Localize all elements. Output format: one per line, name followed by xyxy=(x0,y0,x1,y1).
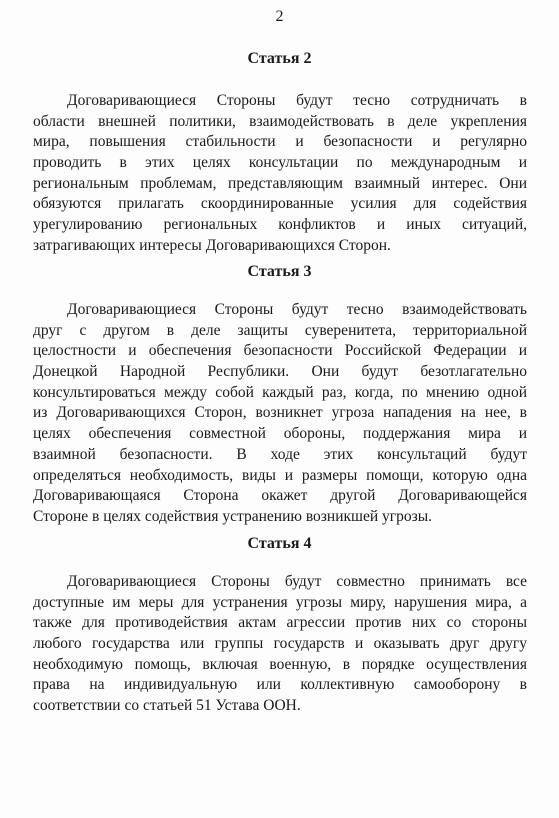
text-line: из Договаривающихся Сторон, возникнет угроза нападения на нее, в xyxy=(33,404,527,422)
text-line: любого государства или группы государств и оказывать друг другу xyxy=(33,635,527,653)
text-line: соответствии со статьей 51 Устава ООН. xyxy=(33,697,301,715)
text-line: проводить в этих целях консультации по международным и xyxy=(33,154,527,172)
text-line: целостности и обеспечения безопасности Российской Федерации и xyxy=(33,342,527,360)
text-line: Договаривающиеся Стороны будут совместно принимать все xyxy=(67,573,527,590)
article-3-paragraph xyxy=(33,300,527,528)
text-line: региональным проблемам, представляющим взаимный интерес. Они xyxy=(33,174,527,192)
text-line: мира, повышения стабильности и безопасности и регулярно xyxy=(33,133,527,151)
page-number: 2 xyxy=(275,8,284,25)
text-line: урегулированию региональных конфликтов и иных ситуаций, xyxy=(33,216,527,234)
text-line: обязуются прилагать скоординированные усилия для содействия xyxy=(33,195,527,213)
text-line: необходимую помощь, включая военную, в порядке осуществления xyxy=(33,655,527,673)
text-line: Договаривающиеся Стороны будут тесно сотрудничать в xyxy=(67,92,527,109)
text-line: доступные им меры для устранения угрозы миру, нарушения мира, а xyxy=(33,593,527,611)
text-line: права на индивидуальную или коллективную самооборону в xyxy=(33,676,527,694)
text-line: взаимной безопасности. В ходе этих консультаций будут xyxy=(33,445,527,463)
article-4-heading: Статья 4 xyxy=(247,535,312,552)
text-line: определяться необходимость, виды и размеры помощи, которую одна xyxy=(33,466,527,484)
text-line: целях обеспечения совместной обороны, поддержания мира и xyxy=(33,425,527,443)
text-line: затрагивающих интересы Договаривающихся Сторон. xyxy=(33,236,391,254)
article-4-paragraph xyxy=(33,572,527,717)
article-3-heading: Статья 3 xyxy=(247,263,312,280)
text-line: Договаривающаяся Сторона окажет другой Договаривающейся xyxy=(33,487,527,505)
text-line: Стороне в целях содействия устранению возникшей угрозы. xyxy=(33,507,433,525)
article-2-heading: Статья 2 xyxy=(247,50,312,67)
text-line: области внешней политики, взаимодействовать в деле укрепления xyxy=(33,112,527,130)
text-line: Донецкой Народной Республики. Они будут безотлагательно xyxy=(33,363,527,381)
article-2-paragraph xyxy=(33,91,527,257)
text-line: Договаривающиеся Стороны будут тесно взаимодействовать xyxy=(67,301,527,318)
text-line: также для противодействия актам агрессии против них со стороны xyxy=(33,614,527,632)
text-line: друг с другом в деле защиты суверенитета, территориальной xyxy=(33,321,527,339)
text-line: консультироваться между собой каждый раз, когда, по мнению одной xyxy=(33,383,527,401)
